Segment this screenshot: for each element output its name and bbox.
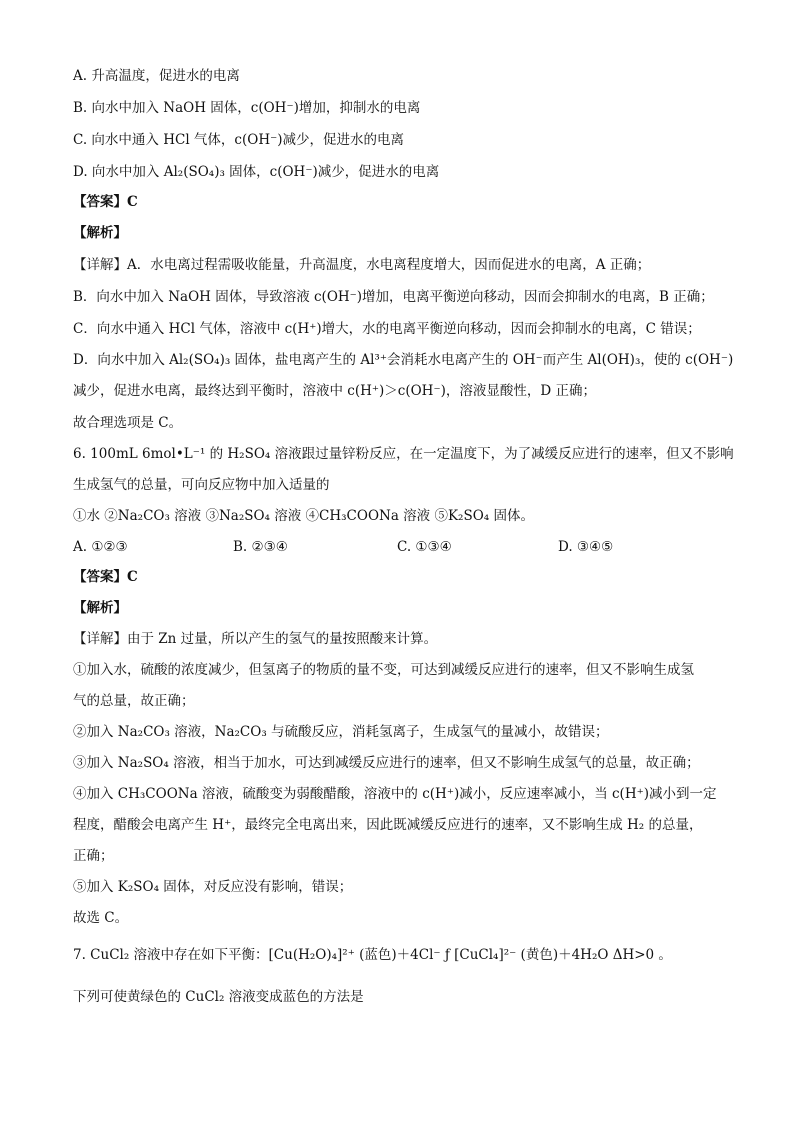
q7-stem-equation: 7. CuCl₂ 溶液中存在如下平衡：[Cu(H₂O)₄]²⁺ (蓝色)＋4Cl⁻ ƒ [CuCl₄]²⁻ (黄色)＋4H₂O ΔH>0 。 — [73, 947, 672, 963]
q6-choice-c: C. ①③④ — [397, 539, 452, 555]
q6-choice-a: A. ①②③ — [73, 539, 128, 555]
q5-option-d: D. 向水中加入 Al₂(SO₄)₃ 固体，c(OH⁻)减少，促进水的电离 — [73, 164, 440, 180]
q6-stem-line: ①水 ②Na₂CO₃ 溶液 ③Na₂SO₄ 溶液 ④CH₃COONa 溶液 ⑤K₂SO₄ 固体。 — [73, 508, 534, 524]
q6-stem-line: 生成氢气的总量，可向反应物中加入适量的 — [73, 477, 330, 493]
q5-answer: 【答案】C — [73, 194, 138, 210]
q5-conclusion: 故合理选项是 C。 — [73, 415, 183, 431]
q6-detail-line: ④加入 CH₃COONa 溶液，硫酸变为弱酸醋酸，溶液中的 c(H⁺)减小，反应速率减小，当 c(H⁺)减小到一定 — [73, 786, 717, 802]
q6-detail-line: 气的总量，故正确； — [73, 693, 195, 709]
q5-detail-line: B．向水中加入 NaOH 固体，导致溶液 c(OH⁻)增加，电离平衡逆向移动，因而会抑制水的电离，B 正确； — [73, 289, 714, 305]
q6-detail-line: ⑤加入 K₂SO₄ 固体，对反应没有影响，错误； — [73, 879, 353, 895]
q7-stem-line: 下列可使黄绿色的 CuCl₂ 溶液变成蓝色的方法是 — [73, 989, 364, 1005]
q6-stem-line: 6. 100mL 6mol•L⁻¹ 的 H₂SO₄ 溶液跟过量锌粉反应，在一定温度下，为了减缓反应进行的速率，但又不影响 — [73, 446, 734, 462]
q6-detail-line: ③加入 Na₂SO₄ 溶液，相当于加水，可达到减缓反应进行的速率，但又不影响生成氢气的总量，故正确； — [73, 755, 700, 771]
q6-choice-b: B. ②③④ — [233, 539, 288, 555]
q6-conclusion: 故选 C。 — [73, 910, 129, 926]
q6-choice-d: D. ③④⑤ — [558, 539, 614, 555]
q5-detail-line: 减少，促进水电离，最终达到平衡时，溶液中 c(H⁺)＞c(OH⁻)，溶液显酸性，D 正确； — [73, 383, 596, 399]
q5-analysis-title: 【解析】 — [73, 225, 127, 241]
q5-option-a: A. 升高温度，促进水的电离 — [73, 68, 240, 84]
q5-detail-line: D．向水中加入 Al₂(SO₄)₃ 固体，盐电离产生的 Al³⁺会消耗水电离产生的 OH⁻而产生 Al(OH)₃，使的 c(OH⁻) — [73, 352, 734, 368]
q5-detail-line: 【详解】A．水电离过程需吸收能量，升高温度，水电离程度增大，因而促进水的电离，A 正确； — [73, 257, 651, 273]
q5-option-c: C. 向水中通入 HCl 气体，c(OH⁻)减少，促进水的电离 — [73, 132, 404, 148]
q5-option-b: B. 向水中加入 NaOH 固体，c(OH⁻)增加，抑制水的电离 — [73, 100, 421, 116]
q5-detail-line: C．向水中通入 HCl 气体，溶液中 c(H⁺)增大，水的电离平衡逆向移动，因而会抑制水的电离，C 错误； — [73, 321, 701, 337]
q6-analysis-title: 【解析】 — [73, 600, 127, 616]
q6-detail-line: 正确； — [73, 848, 114, 864]
q6-detail-line: ①加入水，硫酸的浓度减少，但氢离子的物质的量不变，可达到减缓反应进行的速率，但又不影响生成氢 — [73, 662, 694, 678]
q6-detail-line: 【详解】由于 Zn 过量，所以产生的氢气的量按照酸来计算。 — [73, 631, 438, 647]
q6-detail-line: 程度，醋酸会电离产生 H⁺，最终完全电离出来，因此既减缓反应进行的速率，又不影响生成 H₂ 的总量， — [73, 817, 703, 833]
q6-detail-line: ②加入 Na₂CO₃ 溶液，Na₂CO₃ 与硫酸反应，消耗氢离子，生成氢气的量减小，故错误； — [73, 724, 609, 740]
q6-answer: 【答案】C — [73, 569, 138, 585]
